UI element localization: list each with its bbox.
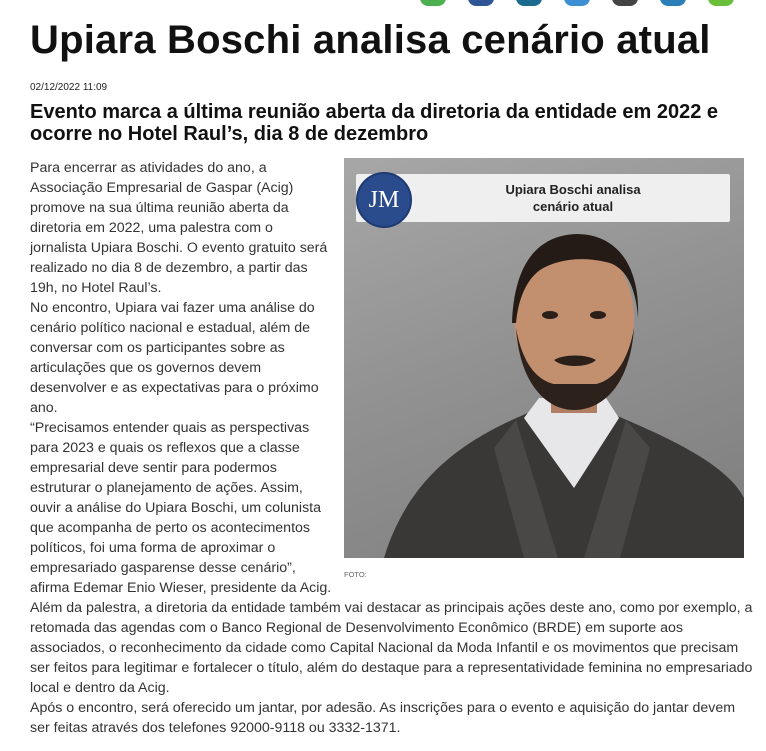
whatsapp-share-icon[interactable] (420, 0, 446, 6)
email-share-icon[interactable] (612, 0, 638, 6)
paragraph: Além da palestra, a diretoria da entidade também vai destacar as principais ações deste ano, como por exemplo, a retomada das agendas com o Banco Regional de Desenvolvimento Econômico (BRDE) em suporte aos associados, o reconhecimento da cidade como Capital Nacional da Moda Infantil e os movimentos que precisam ser feitos para legitimar e fortalecer o título, além do destaque para a representatividade feminina no empresariado local e dentro da Acig. (30, 600, 753, 696)
paragraph: Para encerrar as atividades do ano, a Associação Empresarial de Gaspar (Acig) promove na sua última reunião aberta da diretoria em 2022, uma palestra com o jornalista Upiara Boschi. O evento gratuito será realizado no dia 8 de dezembro, a partir das 19h, no Hotel Raul’s. (30, 160, 328, 296)
banner-line-1: Upiara Boschi analisa (505, 182, 641, 197)
article-headline: Upiara Boschi analisa cenário atual (30, 18, 711, 62)
sms-share-icon[interactable] (708, 0, 734, 6)
jm-logo: JM (356, 172, 412, 228)
banner-text (416, 181, 730, 215)
linkedin-share-icon[interactable] (516, 0, 542, 6)
paragraph: Após o encontro, será oferecido um jantar, por adesão. As inscrições para o evento e aquisição do jantar devem ser feitas através dos telefones 92000-9118 ou 3332-1371. (30, 700, 736, 736)
facebook-share-icon[interactable] (468, 0, 494, 6)
photo-banner (356, 174, 730, 222)
article-photo[interactable] (344, 158, 744, 558)
paragraph: “Precisamos entender quais as perspectivas para 2023 e quais os reflexos que a classe empresarial deve sentir para podermos estruturar o planejamento de ações. Assim, ouvir a análise do Upiara Boschi, um colunista que acompanha de perto os acontecimentos políticos, foi uma forma de aproximar o empresariado gasparense desse cenário”, afirma Edemar Enio Wieser, presidente da Acig. (30, 420, 332, 596)
article-body (30, 158, 754, 738)
article-photo-block (344, 158, 744, 579)
twitter-share-icon[interactable] (564, 0, 590, 6)
paragraph: No encontro, Upiara vai fazer uma análise do cenário político nacional e estadual, além de conversar com os participantes sobre as articulações que os governos devem desenvolver e as expectativas para o próximo ano. (30, 300, 319, 416)
publish-date: 02/12/2022 11:09 (30, 82, 108, 93)
photo-caption: FOTO: (344, 570, 367, 579)
share-buttons (420, 0, 734, 6)
telegram-share-icon[interactable] (660, 0, 686, 6)
banner-line-2: cenário atual (532, 199, 614, 214)
article-subheadline: Evento marca a última reunião aberta da diretoria da entidade em 2022 e ocorre no Hotel Raul’s, dia 8 de dezembro (30, 101, 719, 145)
